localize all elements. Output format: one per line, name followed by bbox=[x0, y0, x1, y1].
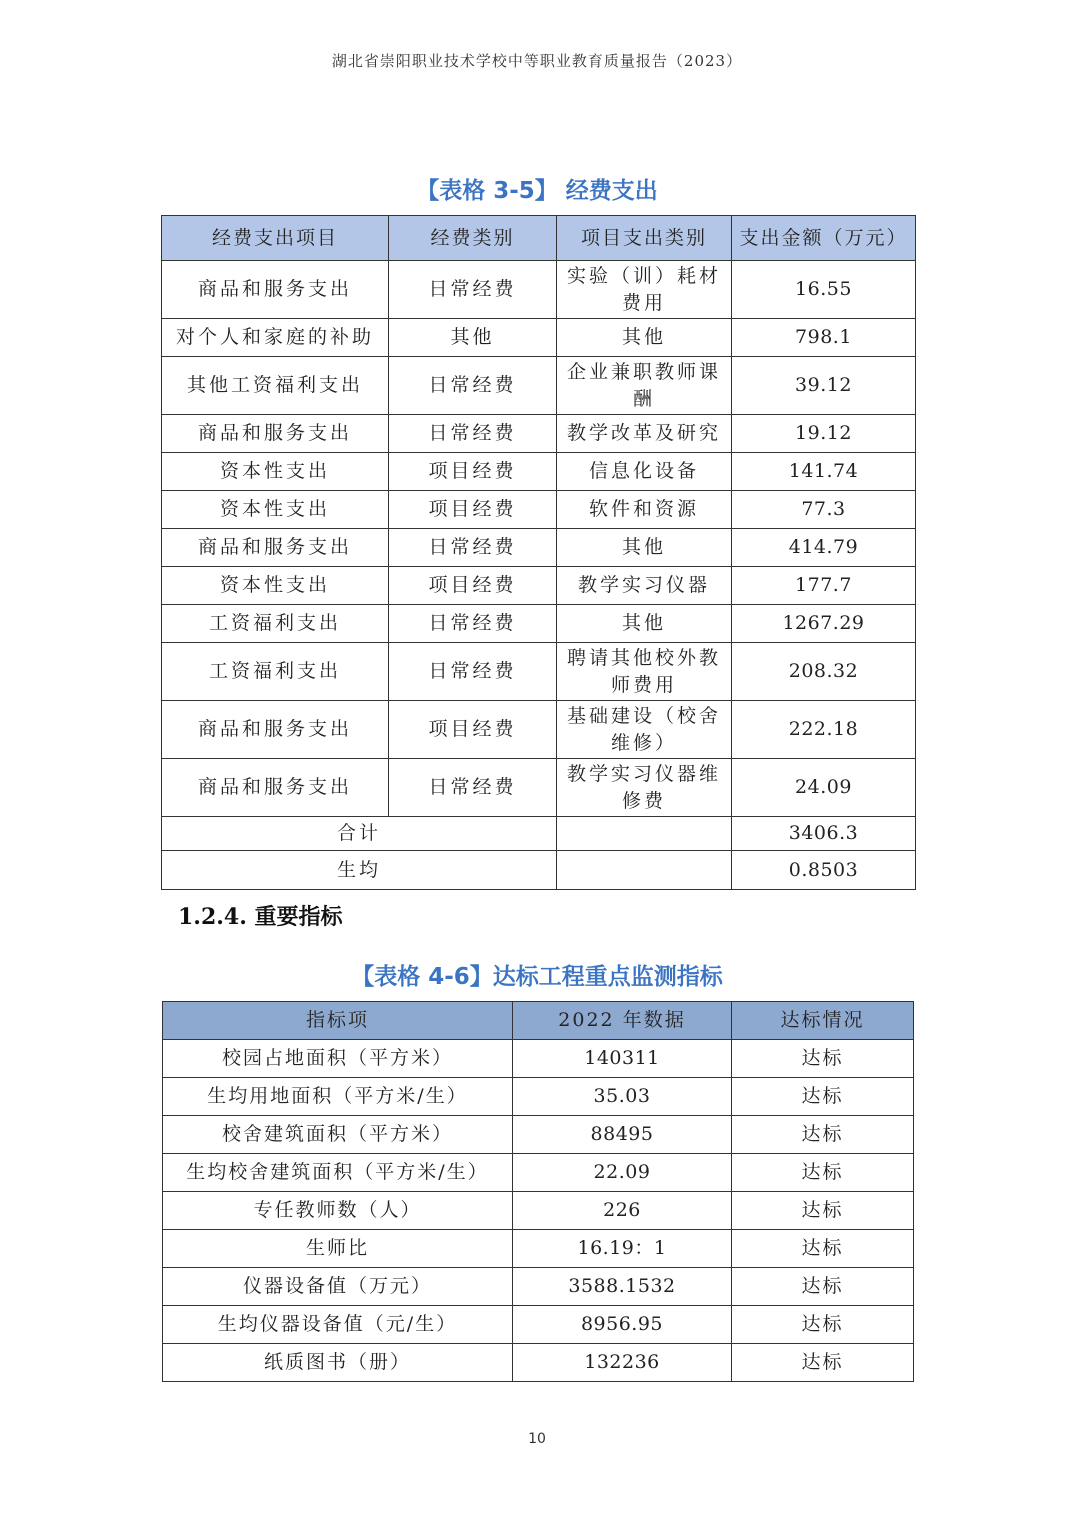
column-header: 支出金额（万元） bbox=[732, 216, 916, 261]
table-cell: 基础建设（校舍维修） bbox=[557, 701, 732, 759]
table-cell: 教学改革及研究 bbox=[557, 415, 732, 453]
table-cell: 资本性支出 bbox=[162, 491, 389, 529]
table-cell: 项目经费 bbox=[389, 453, 557, 491]
table-cell: 24.09 bbox=[732, 759, 916, 817]
page-header: 湖北省崇阳职业技术学校中等职业教育质量报告（2023） bbox=[331, 52, 743, 70]
summary-label: 生均 bbox=[162, 851, 557, 890]
table-cell: 日常经费 bbox=[389, 415, 557, 453]
table-summary-row bbox=[162, 817, 916, 851]
table-cell: 达标 bbox=[732, 1268, 914, 1306]
table-cell: 达标 bbox=[732, 1078, 914, 1116]
table-cell: 生均仪器设备值（元/生） bbox=[163, 1306, 513, 1344]
table-row bbox=[162, 261, 916, 319]
table-cell: 19.12 bbox=[732, 415, 916, 453]
table-row bbox=[162, 759, 916, 817]
table2-caption: 【表格 4-6】达标工程重点监测指标 bbox=[351, 964, 723, 990]
table-cell: 商品和服务支出 bbox=[162, 415, 389, 453]
column-header: 经费支出项目 bbox=[162, 216, 389, 261]
table-cell: 达标 bbox=[732, 1154, 914, 1192]
table-row bbox=[162, 491, 916, 529]
table-row bbox=[163, 1230, 914, 1268]
table-cell: 其他 bbox=[557, 319, 732, 357]
table-row bbox=[162, 701, 916, 759]
table-cell: 798.1 bbox=[732, 319, 916, 357]
empty-cell bbox=[557, 851, 732, 890]
summary-value: 3406.3 bbox=[732, 817, 916, 851]
table-cell: 77.3 bbox=[732, 491, 916, 529]
table-header-row bbox=[162, 216, 916, 261]
table-cell: 132236 bbox=[513, 1344, 732, 1382]
table-row bbox=[162, 567, 916, 605]
table-cell: 对个人和家庭的补助 bbox=[162, 319, 389, 357]
table-row bbox=[162, 605, 916, 643]
table-cell: 项目经费 bbox=[389, 701, 557, 759]
table-cell: 工资福利支出 bbox=[162, 643, 389, 701]
table-row bbox=[163, 1306, 914, 1344]
table-row bbox=[163, 1154, 914, 1192]
table-cell: 208.32 bbox=[732, 643, 916, 701]
table-row bbox=[163, 1040, 914, 1078]
table-row bbox=[163, 1078, 914, 1116]
table-summary-row bbox=[162, 851, 916, 890]
table-cell: 226 bbox=[513, 1192, 732, 1230]
table-cell: 生师比 bbox=[163, 1230, 513, 1268]
table-cell: 其他 bbox=[389, 319, 557, 357]
table-cell: 达标 bbox=[732, 1230, 914, 1268]
table-cell: 达标 bbox=[732, 1344, 914, 1382]
table-header-row bbox=[163, 1002, 914, 1040]
table-row bbox=[163, 1344, 914, 1382]
table-cell: 信息化设备 bbox=[557, 453, 732, 491]
table-row bbox=[163, 1116, 914, 1154]
table-cell: 商品和服务支出 bbox=[162, 759, 389, 817]
table-cell: 项目经费 bbox=[389, 567, 557, 605]
table-cell: 414.79 bbox=[732, 529, 916, 567]
summary-value: 0.8503 bbox=[732, 851, 916, 890]
table-cell: 教学实习仪器维修费 bbox=[557, 759, 732, 817]
column-header: 达标情况 bbox=[732, 1002, 914, 1040]
table-cell: 141.74 bbox=[732, 453, 916, 491]
table-cell: 日常经费 bbox=[389, 643, 557, 701]
section-heading: 1.2.4. 重要指标 bbox=[178, 904, 343, 930]
table-cell: 35.03 bbox=[513, 1078, 732, 1116]
table-row bbox=[162, 357, 916, 415]
table-cell: 企业兼职教师课酬 bbox=[557, 357, 732, 415]
table-cell: 达标 bbox=[732, 1040, 914, 1078]
table-cell: 222.18 bbox=[732, 701, 916, 759]
table-cell: 日常经费 bbox=[389, 357, 557, 415]
table-cell: 资本性支出 bbox=[162, 453, 389, 491]
column-header: 指标项 bbox=[163, 1002, 513, 1040]
table-cell: 日常经费 bbox=[389, 605, 557, 643]
table-cell: 商品和服务支出 bbox=[162, 529, 389, 567]
table-cell: 16.19：1 bbox=[513, 1230, 732, 1268]
table-cell: 专任教师数（人） bbox=[163, 1192, 513, 1230]
column-header: 项目支出类别 bbox=[557, 216, 732, 261]
table-cell: 生均用地面积（平方米/生） bbox=[163, 1078, 513, 1116]
table-cell: 达标 bbox=[732, 1306, 914, 1344]
table1-caption: 【表格 3-5】 经费支出 bbox=[416, 178, 658, 204]
table-cell: 16.55 bbox=[732, 261, 916, 319]
page-number: 10 bbox=[528, 1431, 546, 1447]
table-cell: 仪器设备值（万元） bbox=[163, 1268, 513, 1306]
table-cell: 工资福利支出 bbox=[162, 605, 389, 643]
table-cell: 实验（训）耗材费用 bbox=[557, 261, 732, 319]
summary-label: 合计 bbox=[162, 817, 557, 851]
table-cell: 3588.1532 bbox=[513, 1268, 732, 1306]
table-cell: 商品和服务支出 bbox=[162, 261, 389, 319]
table-cell: 项目经费 bbox=[389, 491, 557, 529]
table-cell: 其他工资福利支出 bbox=[162, 357, 389, 415]
table-cell: 日常经费 bbox=[389, 261, 557, 319]
table-cell: 软件和资源 bbox=[557, 491, 732, 529]
column-header: 经费类别 bbox=[389, 216, 557, 261]
table-cell: 纸质图书（册） bbox=[163, 1344, 513, 1382]
table-cell: 其他 bbox=[557, 529, 732, 567]
table-row bbox=[163, 1268, 914, 1306]
expense-table bbox=[161, 215, 916, 890]
column-header: 2022 年数据 bbox=[513, 1002, 732, 1040]
table-cell: 教学实习仪器 bbox=[557, 567, 732, 605]
table-cell: 其他 bbox=[557, 605, 732, 643]
table-row bbox=[162, 643, 916, 701]
table-cell: 39.12 bbox=[732, 357, 916, 415]
table-cell: 88495 bbox=[513, 1116, 732, 1154]
table-row bbox=[162, 453, 916, 491]
indicator-table bbox=[162, 1001, 914, 1382]
table-cell: 140311 bbox=[513, 1040, 732, 1078]
table-cell: 8956.95 bbox=[513, 1306, 732, 1344]
table-cell: 校园占地面积（平方米） bbox=[163, 1040, 513, 1078]
table-row bbox=[162, 415, 916, 453]
table-cell: 达标 bbox=[732, 1116, 914, 1154]
table-cell: 商品和服务支出 bbox=[162, 701, 389, 759]
table-row bbox=[162, 319, 916, 357]
table-cell: 校舍建筑面积（平方米） bbox=[163, 1116, 513, 1154]
table-row bbox=[162, 529, 916, 567]
table-cell: 生均校舍建筑面积（平方米/生） bbox=[163, 1154, 513, 1192]
table-cell: 聘请其他校外教师费用 bbox=[557, 643, 732, 701]
table-cell: 22.09 bbox=[513, 1154, 732, 1192]
table-cell: 达标 bbox=[732, 1192, 914, 1230]
table-cell: 177.7 bbox=[732, 567, 916, 605]
table-cell: 日常经费 bbox=[389, 529, 557, 567]
table-cell: 日常经费 bbox=[389, 759, 557, 817]
table-row bbox=[163, 1192, 914, 1230]
table-cell: 资本性支出 bbox=[162, 567, 389, 605]
table-cell: 1267.29 bbox=[732, 605, 916, 643]
empty-cell bbox=[557, 817, 732, 851]
